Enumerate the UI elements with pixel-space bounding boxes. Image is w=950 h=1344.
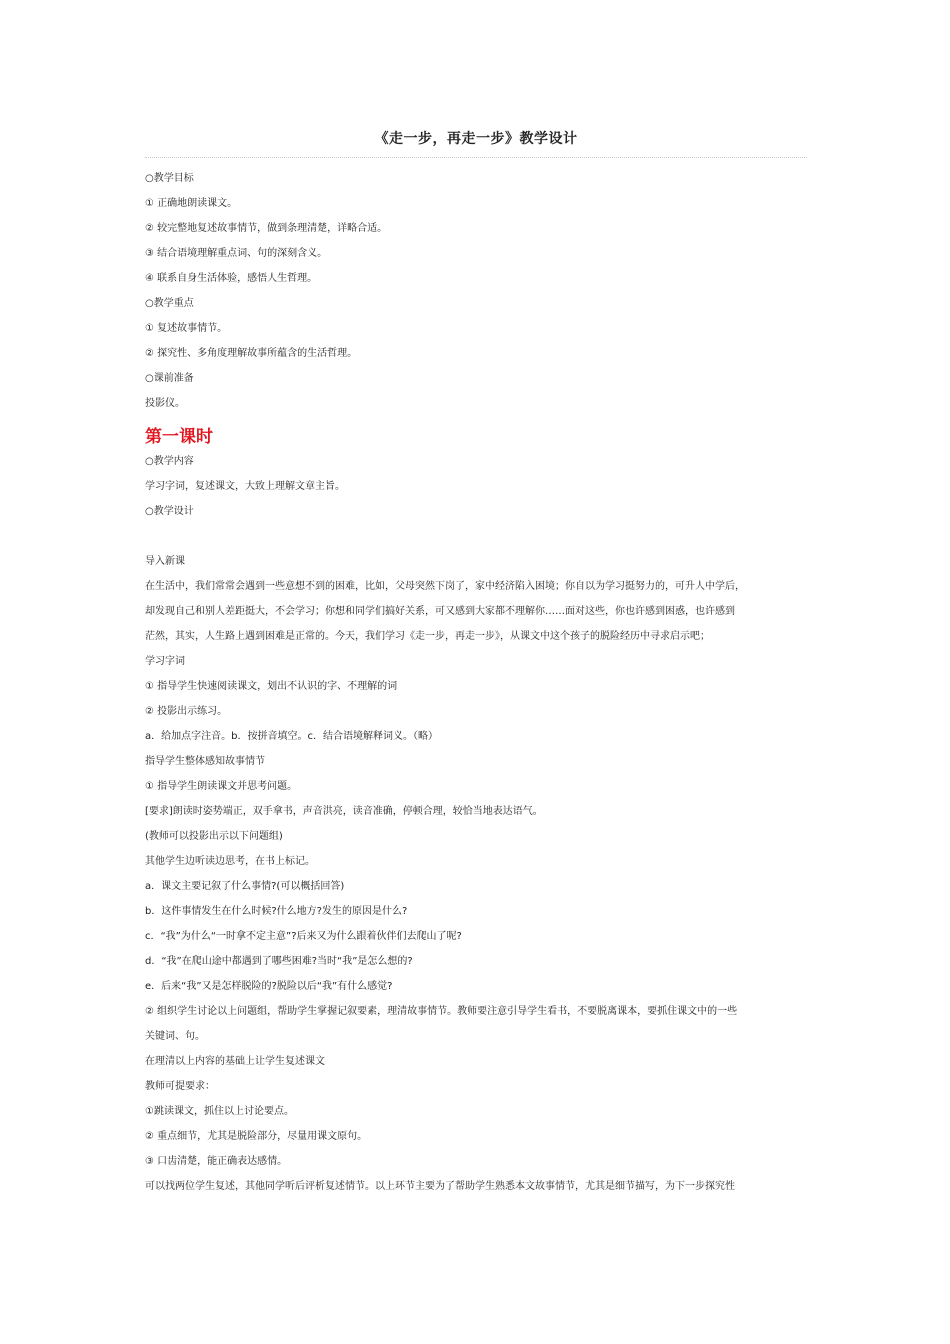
document-body	[145, 166, 807, 1199]
content-text: 学习字词，复述课文，大致上理解文章主旨。	[145, 481, 345, 492]
objective-item: ② 较完整地复述故事情节，做到条理清楚，详略合适。	[145, 223, 388, 234]
retell-item: ①跳读课文，抓住以上讨论要点。	[145, 1106, 294, 1117]
design-heading: ○教学设计	[145, 506, 194, 517]
retell-heading: 在理清以上内容的基础上让学生复述课文	[145, 1056, 325, 1067]
title-divider	[145, 157, 807, 158]
discuss-line: ② 组织学生讨论以上问题组，帮助学生掌握记叙要素，理清故事情节。教师要注意引导学生看书，不要脱离课本，要抓住课文中的一些	[145, 1006, 738, 1017]
keypoint-item: ① 复述故事情节。	[145, 323, 228, 334]
perceive-item: [要求]朗读时姿势端正，双手拿书，声音洪亮，读音准确，停顿合理，较恰当地表达语气。	[145, 806, 543, 817]
intro-line: 却发现自己和别人差距挺大，不会学习；你想和同学们搞好关系，可又感到大家都不理解你……面对这些，你也许感到困惑，也许感到	[145, 606, 735, 617]
objective-item: ③ 结合语境理解重点词、句的深刻含义。	[145, 248, 328, 259]
keypoints-heading: ○教学重点	[145, 298, 194, 309]
vocab-item: a．给加点字注音。b．按拼音填空。c．结合语境解释词义。（略）	[145, 731, 438, 742]
discuss-line: 关键词、句。	[145, 1031, 205, 1042]
retell-intro: 教师可提要求：	[145, 1081, 215, 1092]
content-heading: ○教学内容	[145, 456, 194, 467]
intro-line: 在生活中，我们常常会遇到一些意想不到的困难，比如，父母突然下岗了，家中经济陷入困境；你自以为学习挺努力的，可升人中学后，	[145, 581, 745, 592]
vocab-item: ① 指导学生快速阅读课文，划出不认识的字、不理解的词	[145, 681, 398, 692]
intro-line: 茫然，其实，人生路上遇到困难是正常的。今天，我们学习《走一步，再走一步》，从课文中这个孩子的脱险经历中寻求启示吧；	[145, 631, 710, 642]
perceive-item: ① 指导学生朗读课文并思考问题。	[145, 781, 298, 792]
prep-heading: ○课前准备	[145, 373, 194, 384]
objective-item: ① 正确地朗读课文。	[145, 198, 238, 209]
document-title: 《走一步，再走一步》教学设计	[374, 131, 578, 147]
question-item: a．课文主要记叙了什么事情?(可以概括回答)	[145, 881, 345, 892]
prep-text: 投影仪。	[145, 398, 185, 409]
perceive-heading: 指导学生整体感知故事情节	[145, 756, 265, 767]
perceive-item: 其他学生边听读边思考，在书上标记。	[145, 856, 315, 867]
retell-item: ② 重点细节，尤其是脱险部分，尽量用课文原句。	[145, 1131, 368, 1142]
vocab-heading: 学习字词	[145, 656, 185, 667]
lesson1-heading: 第一课时	[145, 427, 213, 447]
objective-item: ④ 联系自身生活体验，感悟人生哲理。	[145, 273, 318, 284]
objectives-heading: ○教学目标	[145, 173, 194, 184]
final-line: 可以找两位学生复述，其他同学听后评析复述情节。以上环节主要为了帮助学生熟悉本文故事情节，尤其是细节描写，为下一步探究性	[145, 1181, 735, 1192]
question-item: b．这件事情发生在什么时候?什么地方?发生的原因是什么?	[145, 906, 408, 917]
question-item: d．“我”在爬山途中都遇到了哪些困难?当时“我”是怎么想的?	[145, 956, 413, 967]
question-item: c．“我”为什么“一时拿不定主意”?后来又为什么跟着伙伴们去爬山了呢?	[145, 931, 462, 942]
retell-item: ③ 口齿清楚，能正确表达感情。	[145, 1156, 288, 1167]
vocab-item: ② 投影出示练习。	[145, 706, 228, 717]
intro-heading: 导入新课	[145, 556, 185, 567]
question-item: e．后来“我”又是怎样脱险的?脱险以后“我”有什么感觉?	[145, 981, 393, 992]
keypoint-item: ② 探究性、多角度理解故事所蕴含的生活哲理。	[145, 348, 358, 359]
perceive-item: (教师可以投影出示以下问题组)	[145, 831, 283, 842]
